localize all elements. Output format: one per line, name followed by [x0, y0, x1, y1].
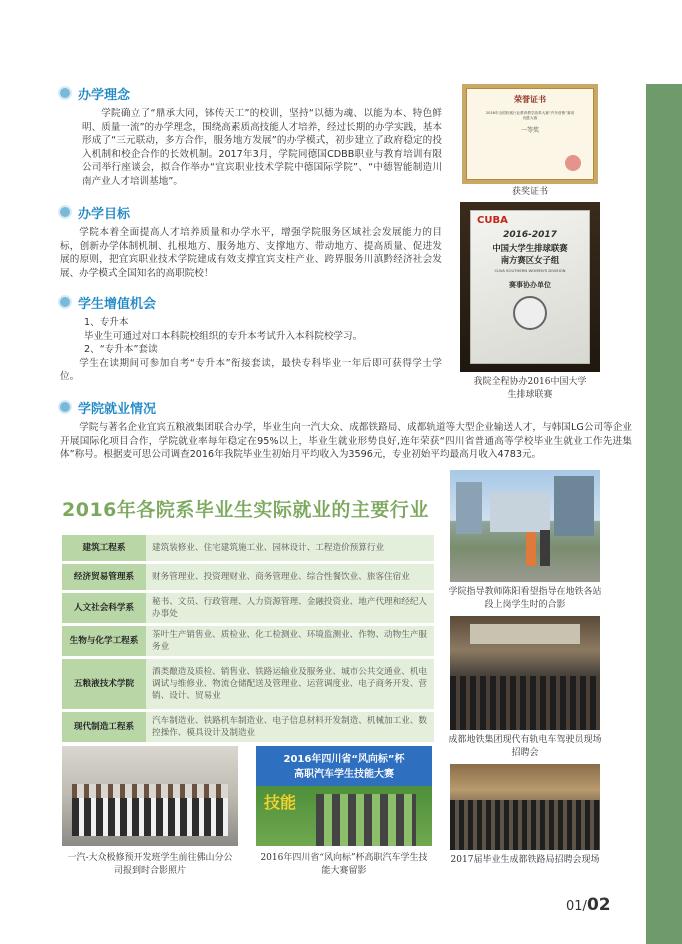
plaque-line: 中国大学生排球联赛 — [492, 243, 568, 253]
jobs-cell: 财务管理业、投资理财业、商务管理业、综合性餐饮业、旅客住宿业 — [146, 564, 434, 590]
bullet-icon — [58, 205, 72, 219]
section-heading-goals — [58, 203, 130, 221]
bullet-icon — [58, 400, 72, 414]
dept-cell: 经济贸易管理系 — [62, 564, 146, 590]
recruitment-hall-caption: 成都地铁集团现代有轨电车驾驶员现场招聘会 — [448, 735, 602, 758]
group-photo-caption: 一汽-大众极修预开发班学生前往佛山分公司报到时合影照片 — [67, 853, 233, 876]
section-title: 学生增值机会 — [78, 296, 157, 312]
industry-table — [62, 532, 434, 745]
section-paragraph — [82, 107, 442, 189]
plaque-caption: 我院全程协办2016中国大学生排球联赛 — [473, 377, 587, 400]
certificate-line: 2016年全国机械行业教育教学改革大赛“汽车营销”赛项 — [485, 111, 575, 115]
bullet-icon — [58, 86, 72, 100]
certificate-line: 优胜大赛 — [522, 116, 538, 120]
section-paragraph — [60, 421, 632, 462]
jobs-cell: 茶叶生产销售业、质检业、化工检测业、环境监测业、作物、动物生产服务业 — [146, 626, 434, 656]
group-photo — [62, 746, 238, 846]
plaque-english: CUVA SOUTHERN WOMEN'S DIVISION — [494, 268, 566, 273]
bullet-icon — [58, 295, 72, 309]
section-heading-opportunities — [58, 293, 156, 311]
table-row — [62, 659, 434, 709]
dept-cell: 人文社会科学系 — [62, 593, 146, 623]
metro-station-caption: 学院指导教师陈阳看望指导在地铁各站段上岗学生时的合影 — [448, 587, 602, 610]
dept-cell: 生物与化学工程系 — [62, 626, 146, 656]
paragraph-text: 毕业生可通过对口本科院校组织的专升本考试升入本科院校学习。 — [84, 330, 363, 342]
table-row — [62, 535, 434, 561]
plaque-logo: CUBA — [477, 215, 508, 226]
paragraph-text: 学院确立了“鼎承大同，钵传天工”的校训，坚持“以德为魂、以能为本、特色鲜明、质量一流”的办学理念，围绕高素质高技能人才培养，经过长期的办学实践，基本形成了“三元联动，多方合作，服务地方发展”的办学模式，初步建立了政府稳定的投入机制和校企合作的长效机制。2017年3月，学院同德国CDBB职业与教育培训有限公司举行座谈会，拟合作举办“宜宾职业技术学院中德国际学院”、“中德智能制造川南产业人才培训基地”。 — [82, 108, 442, 187]
dept-cell: 建筑工程系 — [62, 535, 146, 561]
industry-table-title: 2016年各院系毕业生实际就业的主要行业 — [62, 499, 429, 521]
stage-text: 技能 — [264, 793, 297, 812]
certificate-award: 一等奖 — [520, 127, 539, 134]
jobs-cell: 秘书、文员、行政管理、人力资源管理、金融投资业、地产代理和经纪人办事处 — [146, 593, 434, 623]
paragraph-text: 2、“专升本”套读 — [84, 344, 158, 356]
page-current: 01 — [566, 899, 583, 914]
paragraph-text: 1、专升本 — [84, 317, 129, 328]
certificate-caption: 获奖证书 — [511, 187, 548, 197]
table-row — [62, 564, 434, 590]
jobs-cell: 汽车制造业、铁路机车制造业、电子信息材料开发制造、机械加工业、数控操作、模具设计及制造业 — [146, 712, 434, 742]
railway-recruitment-photo — [450, 764, 600, 850]
paragraph-text: 学生在读期间可参加自考“专升本”衔接套读，最快专科毕业一年后即可获得学士学位。 — [60, 357, 442, 383]
volleyball-plaque-image — [460, 202, 600, 372]
plaque-line: 南方赛区女子组 — [500, 255, 560, 265]
jobs-cell: 建筑装修业、住宅建筑施工业、园林设计、工程造价预算行业 — [146, 535, 434, 561]
jobs-cell: 酒类酿造及质检、销售业、铁路运输业及服务业、城市公共交通业、机电调试与维修业、物流仓储配送及管理业、运营调度业、电子商务开发、营销、设计、贸易业 — [146, 659, 434, 709]
section-title: 办学目标 — [78, 206, 131, 222]
certificate-image — [462, 84, 598, 184]
banner-line: 2016年四川省“风向标”杯 — [283, 754, 405, 765]
side-color-band — [646, 84, 682, 944]
section-heading-employment — [58, 398, 156, 416]
certificate-heading: 荣誉证书 — [514, 95, 546, 104]
page-total: 02 — [586, 895, 611, 915]
section-title: 学院就业情况 — [78, 401, 157, 417]
section-title: 办学理念 — [78, 87, 131, 103]
paragraph-text: 学院与著名企业宜宾五粮液集团联合办学，毕业生向一汽大众、成都铁路局、成都轨道等大型企业输送人才，与韩国LG公司等企业开展国际化项目合作，学院就业率每年稳定在95%以上，毕业生就业形势良好,连年荣获“四川省普通高等学校毕业生就业工作先进集体”称号。根据麦可思公司调查2016年我院毕业生初始月平均收入为3596元，专业初始平均最高月收入4783元。 — [60, 422, 632, 461]
recruitment-hall-photo — [450, 616, 600, 730]
dept-cell: 五粮液技术学院 — [62, 659, 146, 709]
table-row — [62, 626, 434, 656]
competition-caption: 2016年四川省“风向标”杯高职汽车学生技能大赛留影 — [260, 853, 428, 876]
page-number — [566, 895, 611, 915]
section-paragraph — [60, 226, 442, 280]
table-row — [62, 593, 434, 623]
paragraph-text: 学院本着全面提高人才培养质量和办学水平，增强学院服务区域社会发展能力的目标，创新办学体制机制、扎根地方、服务地方、支撑地方、带动地方、提高质量、促进发展的原则，把宜宾职业技术学院建成有效支撑宜宾支柱产业、跨界服务川滇黔经济社会发展、办学模式全国知名的高职院校！ — [60, 227, 442, 279]
competition-photo — [256, 746, 432, 846]
table-row — [62, 712, 434, 742]
metro-station-photo — [450, 470, 600, 582]
section-paragraph — [60, 316, 442, 384]
dept-cell: 现代制造工程系 — [62, 712, 146, 742]
banner-line: 高职汽车学生技能大赛 — [294, 769, 394, 780]
section-heading-philosophy — [58, 84, 130, 102]
page-separator: / — [582, 899, 587, 914]
railway-recruitment-caption: 2017届毕业生成都铁路局招聘会现场 — [450, 855, 600, 865]
emblem-icon — [513, 296, 547, 330]
seal-icon — [565, 155, 581, 171]
plaque-years: 2016-2017 — [503, 230, 557, 240]
plaque-org: 赛事协办单位 — [509, 281, 551, 289]
